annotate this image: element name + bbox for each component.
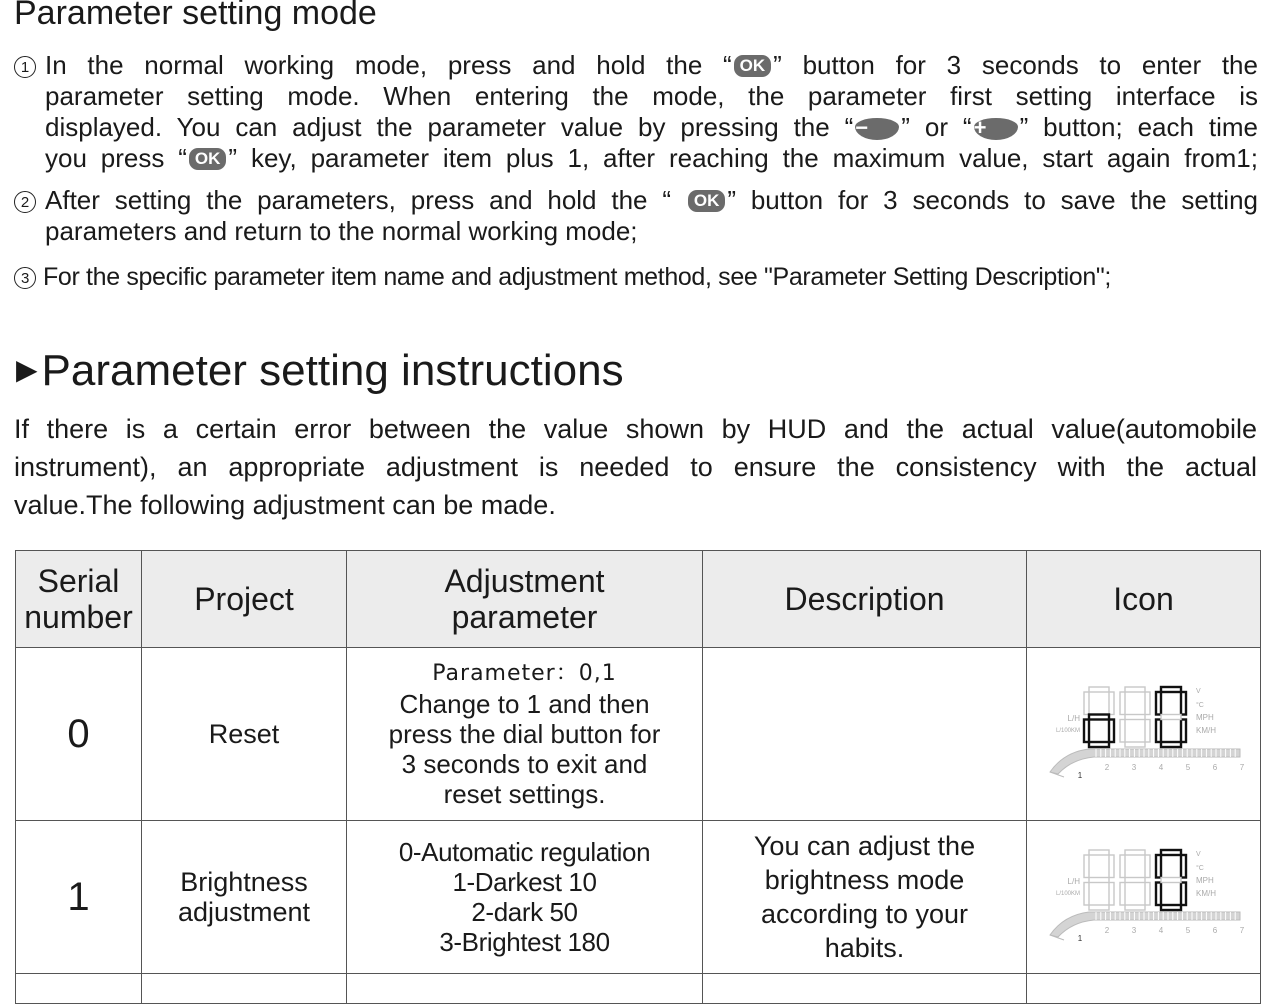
header-adjustment-parameter: Adjustment parameter xyxy=(347,551,703,648)
unit-label: L/100KM xyxy=(1055,727,1080,734)
intro-line: instrument), an appropriate adjustment is needed to ensure the consistency with the actual xyxy=(14,452,1257,482)
digit-segment xyxy=(1125,687,1145,692)
hud-display-icon-brightness xyxy=(1044,840,1244,950)
triangle-bullet-icon: ▶ xyxy=(16,354,38,385)
row-serial: 1 xyxy=(16,821,142,974)
digit-segment xyxy=(1161,850,1181,855)
digit-segment xyxy=(1156,692,1161,715)
digit-segment xyxy=(1125,877,1145,882)
intro-paragraph xyxy=(14,410,1257,524)
header-project: Project xyxy=(142,551,347,648)
digit-segment xyxy=(1156,882,1161,905)
digit-segment xyxy=(1145,692,1150,715)
scale-label: 4 xyxy=(1158,925,1163,935)
step-2 xyxy=(14,185,1258,247)
digit-segment xyxy=(1161,905,1181,910)
step-1 xyxy=(14,50,1258,174)
minus-key-icon: − xyxy=(855,118,899,140)
digit-segment xyxy=(1181,882,1186,905)
ok-key-icon: OK xyxy=(688,190,726,212)
digit-segment xyxy=(1109,855,1114,878)
digit-segment xyxy=(1181,692,1186,715)
text-line: For the specific parameter item name and adjustment method, see "Parameter Setting Description"; xyxy=(43,263,1111,291)
header-description: Description xyxy=(703,551,1027,648)
intro-line: value.The following adjustment can be made. xyxy=(14,490,556,520)
digit-segment xyxy=(1156,855,1161,878)
row-serial: 0 xyxy=(16,648,142,821)
hud-display-icon-reset xyxy=(1044,677,1244,787)
table-row xyxy=(16,821,1261,974)
digit-segment xyxy=(1125,742,1145,747)
table-row xyxy=(16,648,1261,821)
digit-segment xyxy=(1089,742,1109,747)
unit-label: L/H xyxy=(1067,713,1080,723)
scale-label: 7 xyxy=(1239,925,1244,935)
digit-segment xyxy=(1125,850,1145,855)
digit-segment xyxy=(1161,714,1181,719)
row-description xyxy=(703,648,1027,821)
unit-label: L/100KM xyxy=(1055,890,1080,897)
scale-label: 3 xyxy=(1131,925,1136,935)
ok-key-icon: OK xyxy=(189,148,227,170)
header-icon: Icon xyxy=(1027,551,1261,648)
parameter-table xyxy=(15,550,1261,1004)
text-line: After setting the parameters, press and hold the “ OK ” button for 3 seconds to save the setting xyxy=(45,185,1258,215)
digit-segment xyxy=(1089,905,1109,910)
unit-label: °C xyxy=(1195,864,1204,872)
row-project: Reset xyxy=(142,648,347,821)
text-line: you press “ OK ” key, parameter item plus 1, after reaching the maximum value, start again from1; xyxy=(45,143,1258,173)
unit-label: MPH xyxy=(1195,875,1214,885)
ok-key-icon: OK xyxy=(734,55,772,77)
text-line: parameters and return to the normal working mode; xyxy=(45,216,638,246)
table-header-row xyxy=(16,551,1261,648)
digit-segment xyxy=(1120,692,1125,715)
table-row-partial xyxy=(16,974,1261,1004)
digit-segment xyxy=(1089,687,1109,692)
unit-label: V xyxy=(1195,687,1201,695)
scale-label: 6 xyxy=(1212,925,1217,935)
row-parameter: 0-Automatic regulation 1-Darkest 10 2-dark 50 3-Brightest 180 xyxy=(347,821,703,974)
row-parameter: Parameter：0,1 Change to 1 and then press the dial button for 3 seconds to exit and reset settings. xyxy=(347,648,703,821)
step-3 xyxy=(14,262,1258,293)
row-icon xyxy=(1027,648,1261,821)
scale-label: 1 xyxy=(1077,770,1082,780)
text-line: displayed. You can adjust the parameter value by pressing the “− ” or “+ ” button; each time xyxy=(45,112,1258,142)
scale-label: 2 xyxy=(1104,762,1109,772)
digit-segment xyxy=(1161,742,1181,747)
unit-label: °C xyxy=(1195,701,1204,709)
scale-label: 1 xyxy=(1077,933,1082,943)
plus-key-icon: + xyxy=(974,118,1018,140)
digit-segment xyxy=(1109,692,1114,715)
scale-label: 7 xyxy=(1239,762,1244,772)
digit-segment xyxy=(1145,719,1150,742)
digit-segment xyxy=(1161,687,1181,692)
digit-segment xyxy=(1120,855,1125,878)
digit-segment xyxy=(1084,719,1089,742)
row-description: You can adjust the brightness mode according to your habits. xyxy=(703,821,1027,974)
digit-segment xyxy=(1084,855,1089,878)
scale-label: 5 xyxy=(1185,925,1190,935)
row-icon xyxy=(1027,821,1261,974)
digit-segment xyxy=(1109,882,1114,905)
scale-label: 5 xyxy=(1185,762,1190,772)
digit-segment xyxy=(1120,719,1125,742)
digit-segment xyxy=(1145,882,1150,905)
step-number: 1 xyxy=(14,56,36,78)
scale-label: 3 xyxy=(1131,762,1136,772)
digit-segment xyxy=(1084,882,1089,905)
scale-label: 4 xyxy=(1158,762,1163,772)
step-number: 3 xyxy=(14,267,36,289)
digit-segment xyxy=(1089,877,1109,882)
digit-segment xyxy=(1125,905,1145,910)
text-line: In the normal working mode, press and hold the “ OK ” button for 3 seconds to enter the xyxy=(45,50,1258,80)
digit-segment xyxy=(1156,719,1161,742)
intro-line: If there is a certain error between the value shown by HUD and the actual value(automobile xyxy=(14,414,1257,444)
digit-segment xyxy=(1145,855,1150,878)
digit-segment xyxy=(1181,719,1186,742)
digit-segment xyxy=(1089,850,1109,855)
section-title-parameter-setting-mode: Parameter setting mode xyxy=(14,0,377,32)
row-project: Brightness adjustment xyxy=(142,821,347,974)
text-line: parameter setting mode. When entering the mode, the parameter first setting interface is xyxy=(45,81,1258,111)
digit-segment xyxy=(1084,692,1089,715)
digit-segment xyxy=(1125,714,1145,719)
digit-segment xyxy=(1120,882,1125,905)
scale-label: 2 xyxy=(1104,925,1109,935)
step-number: 2 xyxy=(14,191,36,213)
unit-label: V xyxy=(1195,850,1201,858)
unit-label: KM/H xyxy=(1195,725,1216,735)
unit-label: L/H xyxy=(1067,876,1080,886)
digit-segment xyxy=(1181,855,1186,878)
digit-segment xyxy=(1089,714,1109,719)
digit-segment xyxy=(1161,877,1181,882)
unit-label: KM/H xyxy=(1195,888,1216,898)
unit-label: MPH xyxy=(1195,712,1214,722)
scale-label: 6 xyxy=(1212,762,1217,772)
digit-segment xyxy=(1109,719,1114,742)
header-serial-number: Serial number xyxy=(16,551,142,648)
section-title-parameter-setting-instructions: ▶Parameter setting instructions xyxy=(16,346,624,395)
